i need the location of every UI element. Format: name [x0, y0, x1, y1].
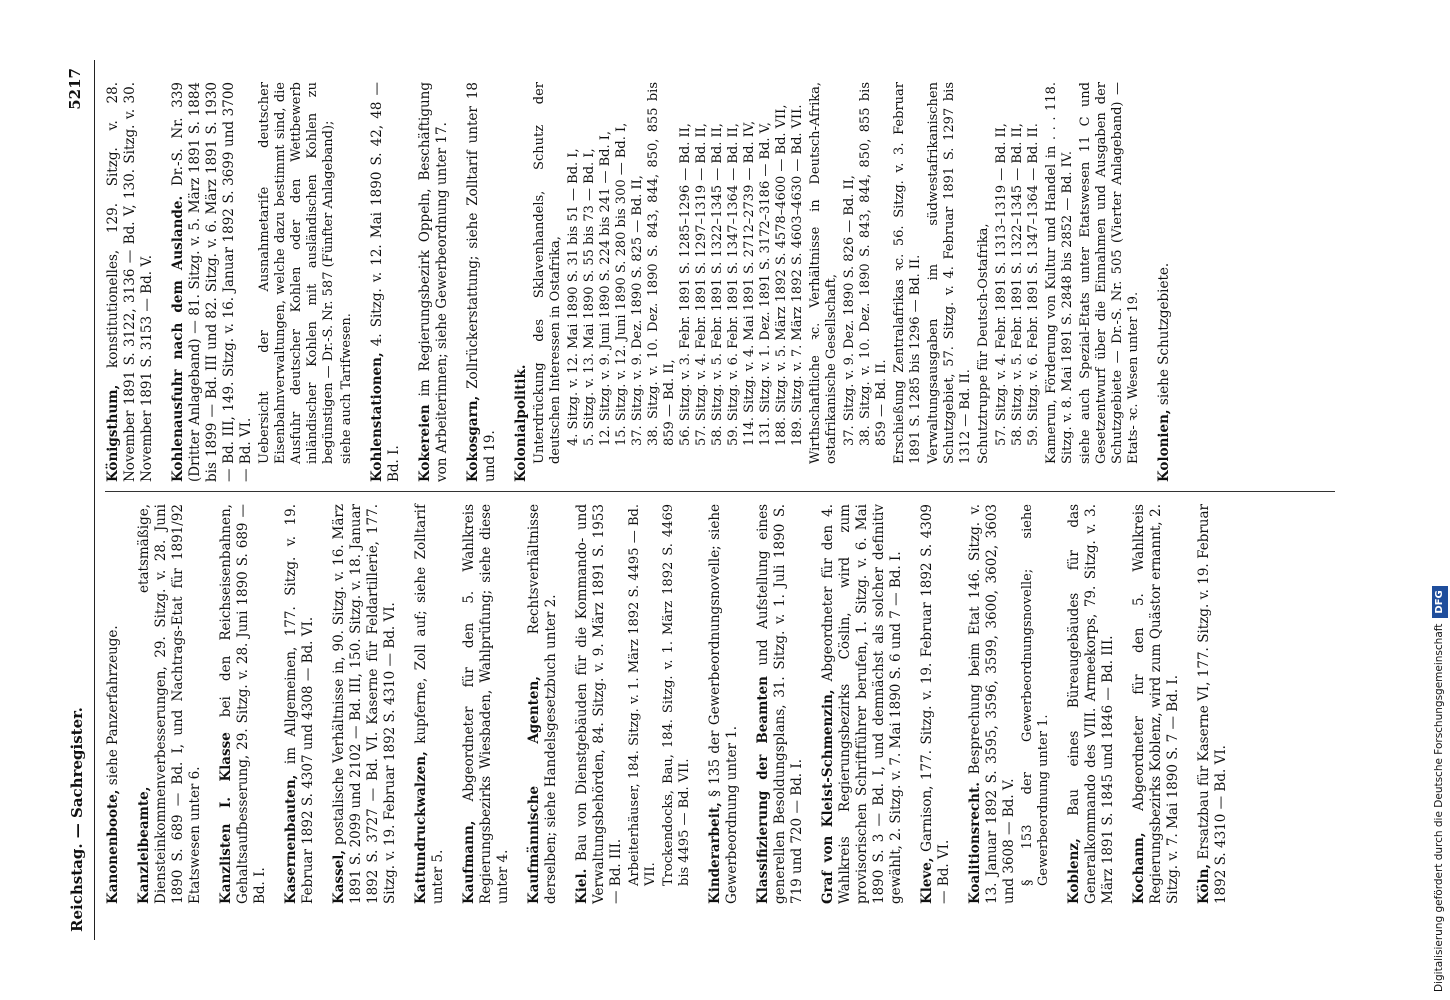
entry-heading: Kokosgarn,	[465, 395, 481, 482]
index-entry	[369, 82, 403, 482]
entry-text: etatsmäßige, Diensteinkommenverbesserungen, 29. Sitzg. v. 28. Juni 1890 S. 689 — Bd. I, und Nachtrags-Etat für 1891/92 Etatswesen unter 6.	[136, 504, 203, 904]
entry-heading: Graf von Kleist-Schmenzin,	[820, 689, 836, 904]
entry-heading: Kaufmännische Agenten,	[526, 676, 542, 904]
entry-subline: 59. Sitzg. v. 6. Febr. 1891 S. 1347–1364 — Bd. II.	[1026, 123, 1041, 446]
entry-text: Zollrückerstattung; siehe Zolltarif unter 18 und 19.	[465, 82, 498, 482]
page-header	[64, 60, 95, 940]
index-entry	[136, 504, 204, 904]
entry-text: § 135 der Gewerbeordnungsnovelle; siehe Gewerbeordnung unter 1.	[707, 503, 740, 904]
entry-subline: 189. Sitzg. v. 7. März 1892 S. 4603–4630 — Bd. VII.	[790, 104, 805, 446]
entry-subline: § 153 der Gewerbeordnungsnovelle; siehe Gewerbeordnung unter 1.	[1020, 504, 1051, 886]
entry-heading: Kleve,	[919, 857, 935, 904]
digitization-credit	[1410, 8, 1445, 992]
entry-text: siehe Panzerfahrzeuge.	[105, 625, 121, 786]
index-entry	[417, 82, 451, 482]
entry-subline: 15. Sitzg. v. 12. Juni 1890 S. 280 bis 300 — Bd. I,	[614, 122, 629, 446]
entry-subline: Schutztruppe für Deutsch-Ostafrika,	[976, 223, 991, 464]
entry-subline: 38. Sitzg. v. 10. Dez. 1890 S. 843, 844, 850, 855 bis 859 — Bd. II.	[858, 82, 889, 446]
entry-heading: Kolonialpolitik.	[513, 364, 529, 482]
entry-subline: 37. Sitzg. v. 9. Dez. 1890 S. 826 — Bd. II,	[842, 175, 857, 446]
entry-text: siehe Schutzgebiete.	[1156, 262, 1172, 406]
entry-text: im Allgemeinen, 177. Sitzg. v. 19. Februar 1892 S. 4307 und 4308 — Bd. VI.	[283, 503, 316, 904]
index-entry	[513, 82, 1142, 482]
entry-subline: 57. Sitzg. v. 4. Febr. 1891 S. 1313–1319 — Bd. II,	[994, 123, 1009, 446]
entry-heading: Kokereien	[417, 404, 433, 482]
page-number: 5217	[66, 68, 84, 110]
entry-subline: Arbeiterhäuser, 184. Sitzg. v. 1. März 1892 S. 4495 — Bd. VII.	[627, 504, 658, 886]
entry-heading: Kasernenbauten,	[283, 774, 299, 904]
entry-text: Abgeordneter für den 5. Wahlkreis Regierungsbezirks Koblenz, wird zum Quästor ernannt, 2. Sitzg. v. 7. Mai 1890 S. 7 — Bd. I.	[1131, 504, 1181, 904]
entry-text: Bau eines Büreaugebäudes für das Generalkommando des VIII. Armeekorps, 79. Sitzg. v. 3. März 1891 S. 1845 und 1846 — Bd. III.	[1066, 504, 1116, 904]
entry-heading: Kohlenstationen,	[369, 352, 385, 482]
entry-subline: 4. Sitzg. v. 12. Mai 1890 S. 31 bis 51 — Bd. I,	[566, 148, 581, 446]
entry-heading: Koalitionsrecht.	[967, 782, 983, 904]
index-entry	[1066, 504, 1117, 904]
index-entry	[574, 504, 693, 904]
entry-subline: 57. Sitzg. v. 4. Febr. 1891 S. 1297–1319 — Bd. II,	[694, 123, 709, 446]
index-entry	[105, 82, 156, 482]
entry-subline: Unterdrückung des Sklavenhandels, Schutz der deutschen Interessen in Ostafrika,	[532, 82, 563, 464]
column-divider	[105, 491, 1335, 492]
entry-heading: Kinderarbeit,	[707, 802, 723, 904]
index-entry	[919, 504, 953, 904]
index-entry	[1131, 504, 1182, 904]
entry-text: Bau von Dienstgebäuden für die Kommando- und Verwaltungsbehörden, 84. Sitzg. v. 9. März 1891 S. 1953 — Bd. III.	[574, 504, 624, 904]
entry-heading: Kiel.	[574, 868, 590, 904]
left-column	[105, 504, 1244, 904]
running-head: Reichstag. — Sachregister.	[68, 707, 86, 932]
entry-subline: Erschießung Zentralafrikas ꝛc. 56. Sitzg. v. 3. Februar 1891 S. 1285 bis 1296 — Bd. II.	[892, 82, 923, 464]
index-entry	[413, 504, 447, 904]
entry-subline: Verwaltungsausgaben im südwestafrikanischen Schutzgebiet, 57. Sitzg. v. 4. Februar 1891 S. 1297 bis 1312 — Bd. II.	[926, 82, 973, 464]
entry-subline: Uebersicht der Ausnahmetarife deutscher Eisenbahnverwaltungen, welche dazu bestimmt sind, die Ausfuhr deutscher Kohlen oder den Wettbewerb inländischer Kohlen mit ausländischen Kohlen zu begünstigen — Dr.-S. Nr. 587 (Fünfter Anlageband);	[257, 82, 336, 464]
entry-text: Abgeordneter für den 4. Wahlkreis Regierungsbezirks Cöslin, wird zum provisorischen Schriftführer berufen, 1. Sitzg. v. 6. Mai 1890 S. 3 — Bd. I, und demnächst als solcher definitiv gewählt, 2. Sitzg. v. 7. Mai 1890 S. 6 und 7 — Bd. I.	[820, 504, 904, 904]
entry-subline: Wirthschaftliche ꝛc. Verhältnisse in Deutsch-Afrika, ostafrikanische Gesellschaft,	[808, 82, 839, 464]
entry-heading: Kochann,	[1131, 832, 1147, 904]
index-entry	[967, 504, 1052, 904]
index-entry	[218, 504, 269, 904]
entry-text: kupferne, Zoll auf; siehe Zolltarif unter 5.	[413, 504, 446, 904]
entry-heading: Koblenz,	[1066, 838, 1082, 904]
entry-subline: 37. Sitzg. v. 9. Dez. 1890 S. 825 — Bd. II,	[630, 175, 645, 446]
index-entry	[820, 504, 905, 904]
index-entry	[465, 82, 499, 482]
index-entry	[1196, 504, 1230, 904]
right-column	[105, 82, 1187, 482]
entry-subline: 58. Sitzg. v. 5. Febr. 1891 S. 1322–1345 — Bd. II,	[1010, 123, 1025, 446]
entry-subline: siehe auch Tarifwesen.	[339, 313, 354, 464]
entry-text: postalische Verhältnisse in, 90. Sitzg. v. 16. März 1891 S. 2099 und 2102 — Bd. III, 150. Sitzg. v. 18. Januar 1892 S. 3727 — Bd. VI. Kaserne für Feldartillerie, 177. Sitzg. v. 19. Februar 1892 S. 4310 — Bd. VI.	[331, 504, 398, 904]
entry-heading: Kanzleibeamte,	[136, 786, 152, 904]
index-entry	[283, 504, 317, 904]
entry-subline: 5. Sitzg. v. 13. Mai 1890 S. 55 bis 73 — Bd. I,	[582, 148, 597, 446]
entry-subline: 38. Sitzg. v. 10. Dez. 1890 S. 843, 844, 850, 855 bis 859 — Bd. II,	[646, 82, 677, 446]
entry-subline: 188. Sitzg. v. 5. März 1892 S. 4578–4600 — Bd. VII,	[774, 104, 789, 446]
entry-subline: 56. Sitzg. v. 3. Febr. 1891 S. 1285–1296 — Bd. II,	[678, 123, 693, 446]
entry-text: 4. Sitzg. v. 12. Mai 1890 S. 42, 48 — Bd. I.	[369, 82, 402, 482]
entry-text: Garnison, 177. Sitzg. v. 19. Februar 1892 S. 4309 — Bd. VI.	[919, 504, 952, 904]
entry-subline: 12. Sitzg. v. 9. Juni 1890 S. 224 bis 241 — Bd. I,	[598, 130, 613, 446]
entry-text: Besprechung beim Etat 146. Sitzg. v. 13. Januar 1892 S. 3595, 3596, 3599, 3600, 3602, 3603 und 3608 — Bd. V.	[967, 504, 1017, 904]
entry-heading: Köln,	[1196, 863, 1212, 904]
index-entry	[461, 504, 512, 904]
index-entry	[707, 504, 741, 904]
index-entry	[105, 504, 122, 904]
entry-heading: Kattundruckwalzen,	[413, 751, 429, 904]
entry-text: und Aufstellung eines generellen Besoldungsplans, 31. Sitzg. v. 1. Juli 1890 S. 719 und 720 — Bd. I.	[755, 504, 805, 904]
entry-heading: Kolonien,	[1156, 409, 1172, 482]
index-entry	[1156, 82, 1173, 482]
entry-subline: siehe auch Spezial-Etats unter Etatswesen 11 C und Gesetzentwurf über die Einnahmen und Ausgaben der Schutzgebiete — Dr.-S. Nr. 505 (Vierter Anlageband) — Etats- ꝛc. Wesen unter 19.	[1078, 82, 1141, 464]
entry-text: Abgeordneter für den 5. Wahlkreis Regierungsbezirks Wiesbaden, Wahlprüfung; siehe diese unter 4.	[461, 504, 511, 904]
entry-subline: 114. Sitzg. v. 4. Mai 1891 S. 2712–2739 — Bd. IV,	[742, 120, 757, 446]
entry-heading: Klassifizierung der Beamten	[755, 675, 771, 904]
entry-text: Rechtsverhältnisse derselben; siehe Handelsgesetzbuch unter 2.	[526, 504, 559, 904]
entry-text: Dr.-S. Nr. 339 (Dritter Anlageband) — 81. Sitzg. v. 5. März 1891 S. 1884 bis 1899 — Bd. III und 82. Sitzg. v. 6. März 1891 S. 1930 — Bd. III, 149. Sitzg. v. 16. Januar 1892 S. 3699 und 3700 — Bd. VI.	[170, 82, 254, 482]
entry-text: im Regierungsbezirk Oppeln, Beschäftigung von Arbeiterinnen; siehe Gewerbeordnung unter 17.	[417, 82, 450, 482]
entry-text: bei den Reichseisenbahnen, Gehaltsaufbesserung, 29. Sitzg. v. 28. Juni 1890 S. 689 — Bd. I.	[218, 504, 268, 904]
entry-heading: Kaufmann,	[461, 820, 477, 904]
entry-subline: 131. Sitzg. v. 1. Dez. 1891 S. 3172–3186 — Bd. V,	[758, 122, 773, 446]
entry-heading: Kanonenboote,	[105, 789, 121, 904]
entry-heading: Kohlenausfuhr nach dem Auslande.	[170, 195, 186, 482]
index-entry	[331, 504, 399, 904]
dfg-logo: DFG	[1432, 586, 1448, 617]
entry-subline: Trockendocks, Bau, 184. Sitzg. v. 1. März 1892 S. 4469 bis 4495 — Bd. VII.	[661, 504, 692, 886]
index-entry	[526, 504, 560, 904]
entry-text: Ersatzbau für Kaserne VI, 177. Sitzg. v. 19. Februar 1892 S. 4310 — Bd. VI.	[1196, 504, 1229, 904]
entry-subline: 58. Sitzg. v. 5. Febr. 1891 S. 1322–1345 — Bd. II,	[710, 123, 725, 446]
credit-text: Digitalisierung gefördert durch die Deutsche Forschungsgemeinschaft	[1433, 623, 1445, 992]
index-entry	[170, 82, 355, 482]
entry-heading: Kanzlisten I. Klasse	[218, 732, 234, 904]
entry-heading: Königsthum,	[105, 384, 121, 482]
entry-text: konstitutionelles, 129. Sitzg. v. 28. November 1891 S. 3122, 3136 — Bd. V, 130. Sitzg. v. 30. November 1891 S. 3153 — Bd. V.	[105, 82, 155, 482]
entry-heading: Kassel,	[331, 849, 347, 904]
entry-subline: 59. Sitzg. v. 6. Febr. 1891 S. 1347–1364 — Bd. II,	[726, 123, 741, 446]
index-entry	[755, 504, 806, 904]
entry-subline: Kamerun, Förderung von Kultur und Handel in . . . 118. Sitzg. v. 8. Mai 1891 S. 2848 bis 2852 — Bd. IV.	[1044, 82, 1075, 464]
